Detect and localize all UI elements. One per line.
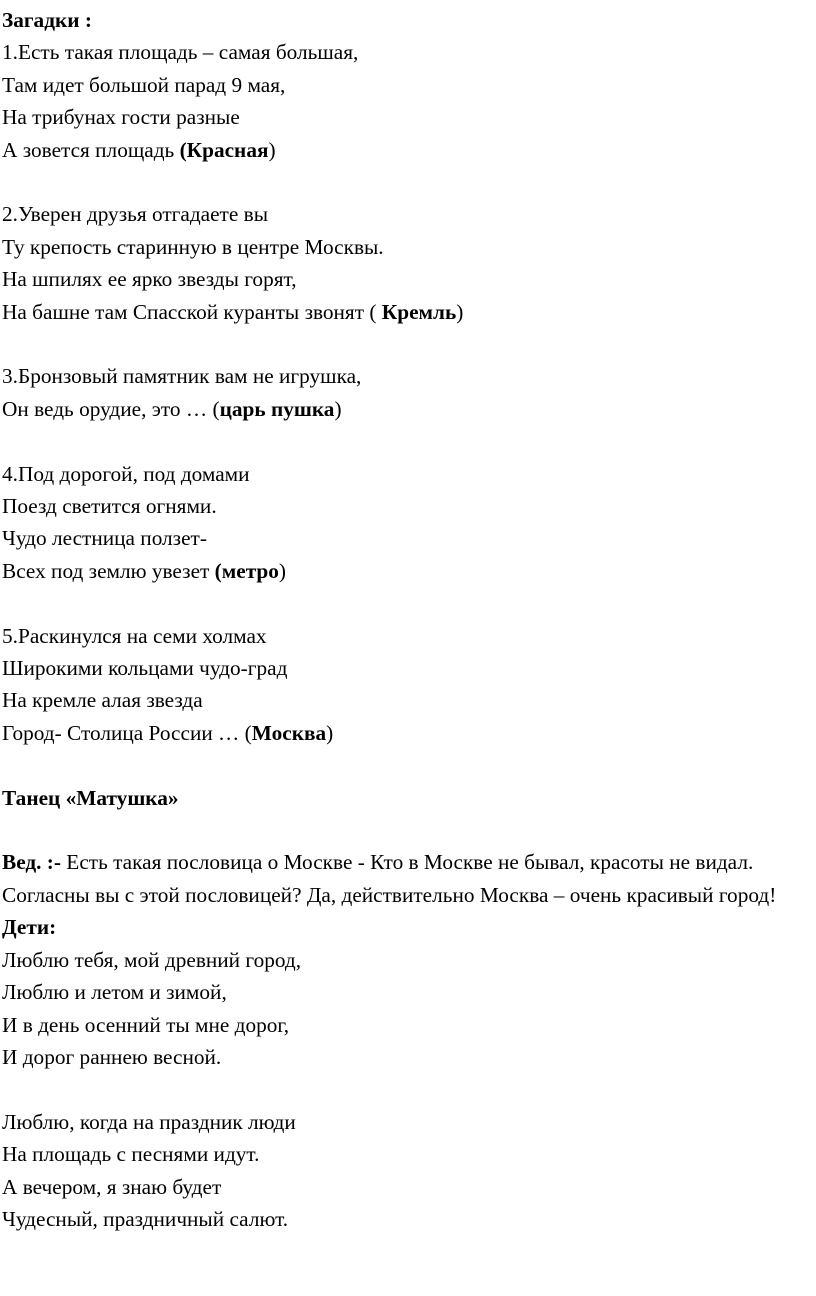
riddle-line: 4.Под дорогой, под домами bbox=[2, 461, 250, 486]
blank-line bbox=[2, 425, 816, 457]
riddles-heading: Загадки : bbox=[2, 8, 92, 32]
riddle-answer-line bbox=[2, 555, 816, 587]
poem-line: И в день осенний ты мне дорог, bbox=[2, 1012, 290, 1037]
poem-line: На площадь с песнями идут. bbox=[2, 1142, 260, 1167]
dance-title: Танец «Матушка» bbox=[2, 785, 179, 810]
poem-line: Люблю, когда на праздник люди bbox=[2, 1109, 296, 1134]
blank-line bbox=[2, 166, 816, 198]
host-paragraph bbox=[2, 846, 802, 911]
riddle-text: Город- Столица России … ( bbox=[2, 720, 252, 745]
blank-line bbox=[2, 1073, 816, 1105]
riddle-answer-line bbox=[2, 134, 816, 166]
riddle-line: 2.Уверен друзья отгадаете вы bbox=[2, 202, 269, 227]
riddle-answer: (Красная bbox=[179, 137, 269, 162]
riddle-line: Широкими кольцами чудо-град bbox=[2, 656, 288, 681]
riddle-text: ) bbox=[326, 720, 334, 745]
riddle-line: Чудо лестница ползет- bbox=[2, 526, 207, 551]
blank-line bbox=[2, 587, 816, 619]
poem-line: А вечером, я знаю будет bbox=[2, 1174, 222, 1199]
riddle-line: На шпилях ее ярко звезды горят, bbox=[2, 267, 297, 292]
poem-line: Люблю и летом и зимой, bbox=[2, 980, 227, 1005]
riddle-line: 1.Есть такая площадь – самая большая, bbox=[2, 40, 359, 65]
blank-line bbox=[2, 814, 816, 846]
riddle-text: А зовется площадь bbox=[2, 137, 180, 162]
riddle-answer-line bbox=[2, 393, 816, 425]
children-label: Дети: bbox=[2, 915, 57, 940]
poem-line: Чудесный, праздничный салют. bbox=[2, 1206, 289, 1231]
host-text: Есть такая пословица о Москве - Кто в Москве не бывал, красоты не видал. Согласны вы с этой пословицей? Да, действительно Москва – очень красивый город! bbox=[2, 850, 777, 907]
riddle-text: ) bbox=[278, 558, 287, 583]
riddle-5 bbox=[2, 620, 816, 750]
riddle-answer: Москва bbox=[251, 720, 327, 745]
riddle-line: Там идет большой парад 9 мая, bbox=[2, 72, 286, 97]
riddle-text: Он ведь орудие, это … ( bbox=[2, 396, 220, 421]
riddle-text: ) bbox=[268, 137, 276, 162]
blank-line bbox=[2, 749, 816, 781]
riddle-text: ) bbox=[456, 299, 464, 324]
riddle-line: 3.Бронзовый памятник вам не игрушка, bbox=[2, 364, 362, 389]
poem-verse-1 bbox=[2, 944, 816, 1074]
riddle-4 bbox=[2, 458, 816, 588]
riddle-answer: (метро bbox=[214, 558, 279, 583]
riddle-text: Всех под землю увезет bbox=[2, 558, 215, 583]
riddle-line: 5.Раскинулся на семи холмах bbox=[2, 623, 267, 648]
riddle-answer: Кремль bbox=[381, 299, 457, 324]
poem-line: И дорог раннею весной. bbox=[2, 1044, 222, 1069]
riddle-answer: царь пушка bbox=[219, 396, 335, 421]
riddle-line: Поезд светится огнями. bbox=[2, 494, 217, 519]
riddle-text: ) bbox=[334, 396, 342, 421]
riddle-text: На башне там Спасской куранты звонят ( bbox=[2, 299, 382, 324]
host-label: Вед. :- bbox=[2, 850, 61, 875]
riddle-1 bbox=[2, 36, 816, 166]
riddle-answer-line bbox=[2, 717, 816, 749]
poem-line: Люблю тебя, мой древний город, bbox=[2, 947, 302, 972]
riddle-line: На кремле алая звезда bbox=[2, 688, 203, 713]
poem-verse-2 bbox=[2, 1106, 816, 1236]
riddle-3 bbox=[2, 360, 816, 425]
riddle-answer-line bbox=[2, 296, 816, 328]
blank-line bbox=[2, 328, 816, 360]
riddle-line: Ту крепость старинную в центре Москвы. bbox=[2, 234, 384, 259]
riddle-2 bbox=[2, 198, 816, 328]
riddle-line: На трибунах гости разные bbox=[2, 105, 240, 130]
